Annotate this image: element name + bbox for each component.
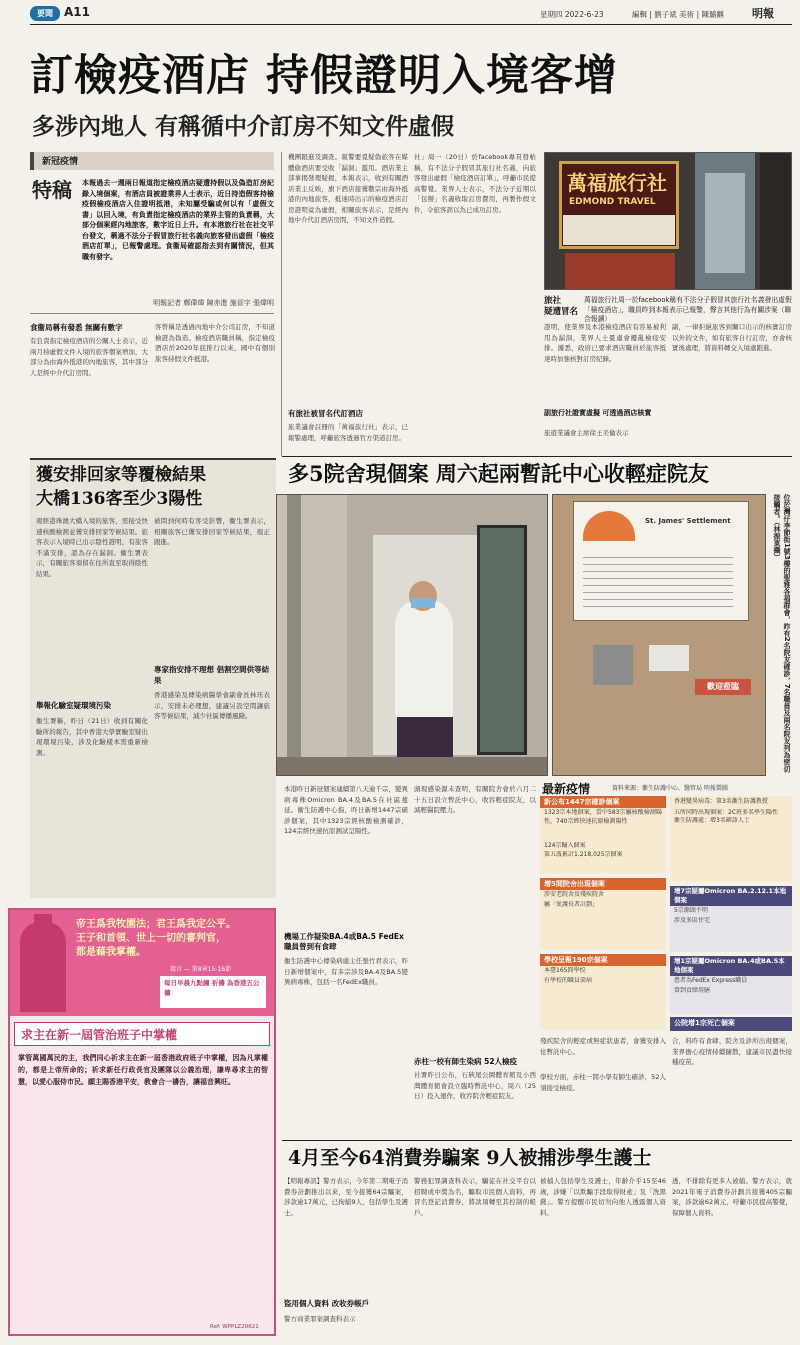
advert-banner (14, 1022, 270, 1046)
latest-box-5-title: 增1宗疑屬Omicron BA.4或BA.5本地個案 (670, 956, 792, 976)
latest-box-1-item-3: 第五波累計1,218,025宗個案 (544, 850, 623, 858)
page-number: A11 (64, 5, 90, 19)
side-photo-caption: 位於灣仔李節街1號3樓的聖雅各福群會，昨有2名院友確診，7名職員及兩名院友列為密切接觸者。（林振東攝） (773, 494, 791, 773)
latest-box-2-item-1: 涉安老院舍及殘疾院舍 (544, 891, 605, 898)
settlement-sign-text: St. James' Settlement (645, 517, 731, 525)
middle-col2-subhead: 赤柱一校有師生染病 52人檢疫 (414, 1057, 518, 1066)
middle-col2-body: 社署昨日公布，石硤尾公園體育館及小西灣體育館會設立臨時暫託中心，周六（25日）投入運作，收容院舍輕症院友。 (414, 1071, 536, 1100)
latest-box-2 (540, 878, 666, 950)
editor-credits: 編輯 | 劉子斌 美術 | 陳璐麒 (632, 10, 724, 19)
latest-col2-item-2: 五所同時出現個案：2C班多名學生陽性 (674, 808, 779, 816)
advert-hero-line-2: 王子和首領、世上一切的審判官， (76, 933, 226, 944)
sidebar-headline-2: 大橋136客至少3陽性 (36, 489, 203, 509)
col-divider-1 (281, 152, 282, 456)
latest-box-3-title: 學校呈報190宗個案 (540, 954, 666, 966)
middle-headline: 多5院舍現個案 周六起兩暫託中心收輕症院友 (288, 461, 709, 486)
settlement-wall-photo (552, 494, 766, 776)
middle-col1-subhead: 機場工作疑染BA.4或BA.5 FedEx職員曾到有食肆 (284, 932, 404, 951)
lead-col3-text: 社」周一（20日）於facebook專頁發帖稱，有不法分子假冒其旅行社名義，向旅客發出虛假「檢疫酒店訂單」，呼籲市民提高警覺。業界人士表示，不法分子近期以「包辦」名義收取訂房費用，再製作假文件，令旅客誤以為已成功訂房。 (414, 153, 536, 214)
sidebar-col2-body: 被問到何時有客受影響，衞生署表示，相關旅客已獲安排回家等候結果，現正跟進。 (154, 517, 270, 546)
latest-box-4 (670, 886, 792, 952)
lead-right-text: 副，一律拒絕旅客到關口出示的核實訂房以外的文件，如有旅客自行訂房，亦會核實後處理，將資料轉交入境處跟進。 (672, 323, 792, 352)
kicker-label: 新冠疫情 (42, 157, 79, 167)
bottom-col4: 透，不排除有更多人被捕。警方表示，就2021年電子消費券計劃共接獲405宗騙案，涉款逾62萬元，呼籲市民提高警覺，保障個人資料。 (672, 1177, 792, 1217)
latest-box-3-item-2: 有學校的職員染病 (544, 976, 593, 984)
prayer-card: 每日早晨九點鐘 祈禱 為香港五公禱 (160, 976, 266, 1008)
lead-col3-subhead: 有旅社被冒名代訂酒店 (288, 409, 363, 418)
bottom-col1: 【明報專訊】警方表示，今年第二期電子消費券計劃推出以來，至今接獲64宗騙案，涉款逾17萬元，已拘捕9人，包括學生及護士。 (284, 1177, 408, 1217)
bottom-col1-subhead: 盜用個人資料 改收券帳戶 (284, 1299, 370, 1308)
latest-box-4-item-2: 涉及多區住宅 (674, 916, 711, 924)
lead-col3-bottom: 旅業議會註冊的「萬福旅行社」表示，已報警處理，呼籲旅客透過官方渠道訂房。 (288, 423, 408, 442)
lead-headline: 訂檢疫酒店 持假證明入境客增 (30, 51, 618, 101)
bottom-col1-body: 警方商業罪案調查科表示 (284, 1315, 356, 1323)
middle-col1: 本港昨日新冠個案連續第八天逾千宗，變異病毒株Omicron BA.4及BA.5在社區蔓延。衞生防護中心指，昨日新增1447宗確診個案，其中1323宗經核酸檢測確診，124宗經快速抗原測試呈陽性。 (284, 785, 408, 835)
photo-caption-label: 旅社 疑遭冒名 (544, 296, 579, 317)
advert-hero-line-3: 都是藉我掌權。 (76, 947, 146, 958)
kicker-bar (30, 152, 274, 170)
sidebar-body: 現經港珠澳大橋入境的旅客，需接受快速核酸檢測並獲安排回家等候結果。旅客表示入境時已出示陰性證明，有旅客不滿安排，認為存在漏洞。衞生署表示，有關旅客須留在住所直至取得陰性結果。 (36, 517, 148, 578)
latest-box-1-item-2: 124宗輸入個案 (544, 842, 586, 849)
section-badge: 要聞 (30, 6, 60, 21)
latest-panel (540, 780, 792, 1032)
header-rule (30, 24, 792, 25)
latest-box-2-title: 增5間院舍出現個案 (540, 878, 666, 890)
latest-box-1-item-1: 1323宗本地個案，當中583宗屬核酸檢測陽性，740宗經快速抗原檢測陽性 (544, 809, 662, 825)
building-illustration (20, 922, 66, 1012)
bottom-headline: 4月至今64消費券騙案 9人被捕涉學生護士 (288, 1147, 652, 1169)
bottom-col2: 警務犯罪調查科表示，騙徒在社交平台以招聘或中獎為名，騙取市民個人資料，再冒名登記消費券，將款項轉至其控制的帳戶。 (414, 1177, 536, 1217)
latest-box-1 (540, 796, 666, 874)
middle-col3: 殘疾院舍的輕症或無症狀患者，會獲安排入住暫託中心。 (540, 1037, 666, 1056)
sidebar-body-3: 香港感染及傳染病醫學會副會長林珏表示，安排未必理想，建議另設空間讓旅客等候結果，減少社區傳播風險。 (154, 691, 270, 720)
welcome-sign: 歡迎蒞臨 (695, 679, 751, 695)
issue-date: 星期四 2022-6-23 (540, 10, 604, 19)
latest-box-2-item-2: 屬「愛護長者計劃」 (544, 900, 599, 908)
latest-col2-item-3: 衞生防護處：增3名確診人士 (674, 817, 750, 824)
agency-sign-chinese: 萬福旅行社 (567, 171, 667, 195)
middle-col4: 合，料昨有食肆、院舍及診所出現個案，業界擔心疫情持續擴散，建議市民盡快接種疫苗。 (672, 1037, 792, 1066)
page-header (0, 0, 800, 28)
sidebar-subhead-1: 舉報化驗室疑環境污染 (36, 701, 111, 710)
bottom-top-rule (282, 1140, 792, 1141)
latest-panel-title: 最新疫情 (542, 782, 591, 796)
special-report-label: 特稿 (32, 178, 72, 202)
church-advert (8, 908, 276, 1336)
lead-col4-bottom: 旅遊業議會主席徐王美倫表示 (544, 429, 629, 437)
latest-box-5 (670, 956, 792, 1014)
lead-col2-body: 客曾稱是透過內地中介公司訂房，不知道檢證為偽造。檢疫酒店職員稱，指定檢疫酒店於2020年底推行以來，國中有個別旅客持假文件抵港。 (155, 323, 275, 363)
latest-box-5-item-1: 患者為FedEx Express職員 (674, 977, 748, 984)
advert-hero (10, 910, 274, 1016)
latest-box-1-title: 新公布1447宗確診個案 (540, 796, 666, 808)
middle-col2: 頭現感染源未查明，有關院舍會於六月二十五日設立暫託中心，收容輕症院友，以減輕醫院壓力。 (414, 785, 536, 814)
masthead-logo: 明報 (752, 7, 774, 20)
advert-banner-title: 求主在新一屆管治班子中掌權 (21, 1028, 178, 1042)
photo-caption: 萬福旅行社周一於facebook稱有不法分子假冒其旅行社名義發出虛假「檢疫酒店」，職員昨到本報表示已報警，聲言其他行為有關涉案（聯合報讀） (584, 296, 792, 323)
advert-ref: Ref: WPPLZ20621 (210, 1324, 259, 1330)
latest-box-4-title: 增7宗疑屬Omicron BA.2.12.1本地個案 (670, 886, 792, 906)
lead-intro: 本報過去一週兩日報道指定檢疫酒店疑遭持假以及偽造訂房紀錄入境個案，有酒店員被證業界人士表示，近日持造假客持檢疫假檢疫酒店入住證明抵港，未知屬受騙或何以有「虛假文書」以回入境，有負責指定檢疫酒店的業界主管的負責稱，大部分個案經內地旅客，數字近日上升。有本港旅行社在社交平台發文，稱過不法分子假冒旅行社名義向旅客發出虛假「檢疫酒店訂單」，已報警處理。食衞局確認指去到有關情況，但其職有發字。 (82, 179, 274, 261)
travel-agency-photo (544, 152, 792, 290)
middle-col3-body: 學校方面，赤柱一間小學有師生確診，52人須接受檢疫。 (540, 1073, 666, 1092)
latest-box-3-item-1: 本臺165間學校 (544, 967, 586, 974)
latest-box-5-item-2: 曾到食肆用膳 (674, 986, 711, 994)
lead-intro-cont (32, 204, 80, 262)
sidebar-headline-1: 獲安排回家等覆檢結果 (36, 465, 206, 485)
latest-box-6: 公院增1宗死亡個案 (670, 1017, 792, 1031)
advert-body: 掌管萬國萬民的主，我們同心祈求主在新一屆香港政府班子中掌權，因為凡掌權的，都是上帝所命的；祈求新任行政長官及團隊以公義治理，謙卑尋求主的智慧，以愛心服侍市民。願主賜香港平安，教會合一禱告，讓福音興旺。 (18, 1054, 268, 1086)
person-figure (395, 599, 453, 719)
sidebar-body-2: 衞生署稱，昨日（21日）收到有關化驗所的報告，其中香港大學實驗室疑出現環境污染，涉及化驗樣本需重新檢測。 (36, 717, 148, 757)
lead-col2-text: 機團跟進及調查。報警要覓疑偽旅客在媒體偷酒店要受收「漏洞」濫用。酒店業主部拿揭發理疑揭，本報表示，收到有關酒店業主反映，旗下酒店接獲數宗由海外抵港的內地旅客，抵達時出示的檢疫酒店訂房證明竟為虛假，相關旅客表示，是經內地中介代訂酒店房間，不知文件造假。 (288, 153, 408, 224)
lead-col4-subhead: 副旅行社證實虛擬 可透過酒店核實 (544, 409, 652, 417)
lead-separator (30, 313, 274, 314)
verse-reference: 箴言 — 第8章15-16節 (170, 966, 232, 973)
latest-col2 (670, 796, 792, 882)
latest-box-3 (540, 954, 666, 1030)
lead-col1-subhead: 食衞局稱有發悉 無關有數字 (30, 323, 123, 332)
latest-box-4-item-1: 5宗源頭不明 (674, 907, 708, 914)
agency-sign-english: EDMOND TRAVEL (569, 197, 656, 207)
care-home-entrance-photo (276, 494, 548, 776)
advert-hero-line-1: 帝王爲我牧園法；君王爲我定公平。 (76, 919, 236, 930)
lead-col1-body: 有負責指定檢疫酒店的公關人士表示，近兩月持虛假文件入境的旅客個案增加，大部分為由海外抵港的內地旅客，其中部分人是經中介代訂房間。 (30, 337, 148, 377)
sidebar-subhead-2: 專家指安排不理想 倡割空間供等結果 (154, 665, 270, 685)
lead-col4-text: 證明，使業界及本港檢疫酒店有容易被利用為漏洞，業界人士憂慮會擾亂檢疫安排。據悉，政府已要求酒店職員於旅客抵達時加強核對訂房紀錄。 (544, 323, 666, 363)
latest-panel-source: 資料來源：衞生防護中心、醫管局 明報製圖 (612, 785, 728, 792)
lead-byline: 明報記者 鄭偉煒 陳赤進 施晉宇 張煒明 (153, 299, 274, 307)
middle-col1-body: 衞生防護中心傳染病處主任張竹君表示，昨日新增個案中，有多宗涉及BA.4及BA.5變異病毒株，包括一名FedEx職員。 (284, 957, 408, 986)
bottom-col3: 被捕人包括學生及護士，年齡介乎15至46歲，涉嫌「以欺騙手段取得財產」及「洗黑錢」。警方提醒市民切勿向他人透露個人資料。 (540, 1177, 666, 1217)
lead-subheadline: 多涉內地人 有稱循中介訂房不知文件虛假 (32, 114, 455, 140)
latest-col2-item-1: 香港變異病毒：第3名衞生防護教授 (674, 798, 768, 805)
middle-top-rule (282, 456, 792, 457)
